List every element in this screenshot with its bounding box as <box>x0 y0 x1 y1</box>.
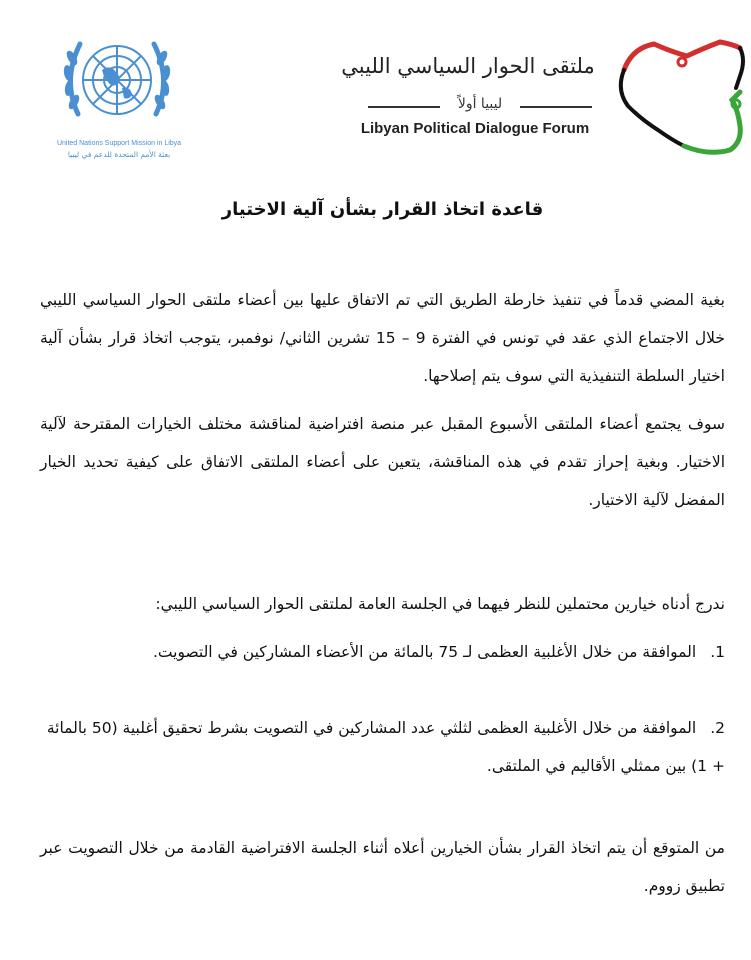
paragraph-meeting: سوف يجتمع أعضاء الملتقى الأسبوع المقبل عبر منصة افتراضية لمناقشة مختلف الخيارات المقترحة لآلية الاختيار. وبغية إحراز تقدم في هذه المناقشة، يتعين على أعضاء الملتقى الاتفاق على كيفية تحديد الخيار المفضل لآلية الاختيار. <box>40 415 725 509</box>
paragraph-intro: بغية المضي قدماً في تنفيذ خارطة الطريق التي تم الاتفاق عليها بين أعضاء ملتقى الحوار السياسي الليبي خلال الاجتماع الذي عقد في تونس في الفترة 9 – 15 تشرين الثاني/ نوفمبر، يتوجب اتخاذ قرار بشأن آلية اختيار السلطة التنفيذية التي سوف يتم إصلاحها. <box>40 291 725 385</box>
option-text: الموافقة من خلال الأغلبية العظمى لثلثي عدد المشاركين في التصويت بشرط تحقيق أغلبية (50 بالمائة + 1) بين ممثلي الأقاليم في الملتقى. <box>46 719 725 775</box>
un-mission-caption-en: United Nations Support Mission in Libya <box>56 140 182 147</box>
paragraph-options-intro: ندرج أدناه خيارين محتملين للنظر فيهما في الجلسة العامة لملتقى الحوار السياسي الليبي: <box>155 595 725 613</box>
option-item <box>40 633 725 671</box>
option-number: 2. <box>710 719 725 737</box>
forum-name-ar: ملتقى الحوار السياسي الليبي <box>341 54 595 78</box>
option-item <box>40 709 725 785</box>
tagline-divider-right <box>520 106 592 108</box>
option-text: الموافقة من خلال الأغلبية العظمى لـ 75 بالمائة من الأعضاء المشاركين في التصويت. <box>153 643 697 661</box>
libya-map-icon <box>612 30 748 160</box>
tagline-divider-left <box>368 106 440 108</box>
paragraph-conclusion: من المتوقع أن يتم اتخاذ القرار بشأن الخيارين أعلاه أثناء الجلسة الافتراضية القادمة من خلال التصويت عبر تطبيق زووم. <box>40 839 725 895</box>
lpdf-logo <box>340 40 610 150</box>
option-number: 1. <box>710 643 725 661</box>
letterhead <box>0 0 751 175</box>
document-title: قاعدة اتخاذ القرار بشأن آلية الاختيار <box>221 199 544 220</box>
un-mission-caption-ar: بعثة الأمم المتحدة للدعم في ليبيا <box>67 150 171 159</box>
forum-tagline <box>360 96 600 116</box>
forum-name-en: Libyan Political Dialogue Forum <box>360 120 590 137</box>
forum-tagline-text: ليبيا أولاً <box>457 96 503 112</box>
un-emblem-icon <box>42 18 192 143</box>
